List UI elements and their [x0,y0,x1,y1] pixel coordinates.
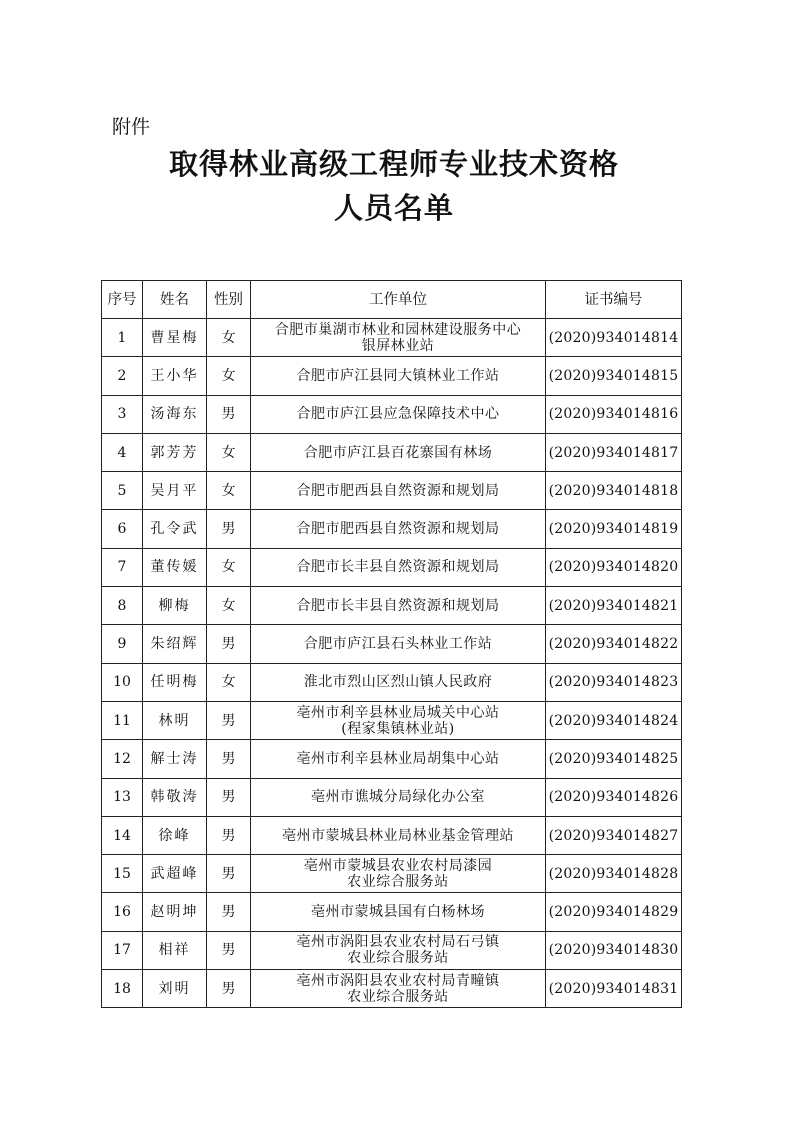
cell-name-text: 相祥 [158,942,191,959]
cell-gender [207,970,251,1008]
cell-name-text: 徐峰 [158,827,191,844]
cell-no [102,395,143,433]
cell-no-text: 8 [117,597,127,614]
cell-unit-text: 合肥市巢湖市林业和园林建设服务中心 [274,321,522,338]
cell-unit [251,855,546,893]
cell-gender-text: 男 [221,827,236,844]
cell-no-text: 9 [117,636,127,653]
cell-unit-text: 合肥市肥西县自然资源和规划局 [296,482,500,499]
cell-unit-text: 农业综合服务站 [347,950,449,967]
cell-no [102,931,143,969]
cell-cert [546,548,682,586]
cell-name [143,357,207,395]
cell-no [102,510,143,548]
cell-no [102,433,143,471]
cell-no-text: 15 [113,865,131,882]
cell-name [143,472,207,510]
cell-gender [207,663,251,701]
cell-gender [207,395,251,433]
cell-no [102,778,143,816]
table-row [102,740,682,778]
cell-cert-text: (2020)934014830 [548,942,679,959]
cell-gender-text: 男 [221,789,236,806]
cell-name-text: 吴月平 [150,482,199,499]
header-unit: 工作单位 [251,281,546,319]
document-title: 取得林业高级工程师专业技术资格 [168,147,619,181]
cell-no [102,548,143,586]
cell-name [143,433,207,471]
cell-unit-text: 合肥市庐江县应急保障技术中心 [296,406,500,423]
personnel-table [101,280,682,1008]
table-row [102,548,682,586]
cell-gender [207,778,251,816]
document-subtitle: 人员名单 [333,191,454,225]
cell-gender-text: 男 [221,904,236,921]
cell-unit [251,510,546,548]
cell-no-text: 10 [113,674,131,691]
cell-no-text: 3 [117,406,127,423]
cell-name-text: 解士涛 [150,750,199,767]
cell-unit-text: 淮北市烈山区烈山镇人民政府 [303,674,493,691]
cell-name [143,319,207,357]
cell-unit [251,701,546,739]
cell-no-text: 14 [113,827,131,844]
cell-unit-text: 亳州市蒙城县农业农村局漆园 [303,857,493,874]
cell-gender [207,587,251,625]
cell-cert [546,970,682,1008]
cell-cert-text: (2020)934014815 [548,367,679,384]
cell-no [102,319,143,357]
header-gender: 性别 [207,281,251,319]
cell-unit [251,970,546,1008]
cell-unit [251,395,546,433]
cell-name [143,816,207,854]
cell-unit [251,931,546,969]
cell-cert-text: (2020)934014821 [548,597,679,614]
cell-gender-text: 女 [221,482,236,499]
cell-cert-text: (2020)934014818 [548,482,679,499]
table-row [102,663,682,701]
cell-name-text: 郭芳芳 [150,444,199,461]
cell-name [143,663,207,701]
cell-name [143,701,207,739]
cell-name-text: 赵明坤 [150,904,199,921]
cell-gender-text: 女 [221,597,236,614]
table-row [102,701,682,739]
cell-no-text: 2 [117,367,127,384]
cell-gender-text: 男 [221,406,236,423]
cell-name [143,548,207,586]
cell-no-text: 12 [113,750,131,767]
cell-cert-text: (2020)934014816 [548,406,679,423]
cell-unit [251,778,546,816]
cell-cert [546,587,682,625]
cell-gender [207,433,251,471]
cell-gender [207,816,251,854]
cell-name-text: 刘明 [158,980,191,997]
cell-unit [251,893,546,931]
cell-unit-text: 农业综合服务站 [347,988,449,1005]
cell-cert-text: (2020)934014824 [548,712,679,729]
cell-no [102,701,143,739]
cell-unit [251,319,546,357]
table-body [102,319,682,1008]
cell-name-text: 韩敬涛 [150,789,199,806]
cell-name-text: 武超峰 [150,865,199,882]
cell-cert [546,740,682,778]
table-row [102,970,682,1008]
cell-cert [546,319,682,357]
table-row [102,357,682,395]
table-row [102,778,682,816]
cell-no-text: 7 [117,559,127,576]
cell-gender [207,740,251,778]
cell-gender [207,893,251,931]
cell-cert [546,816,682,854]
cell-gender-text: 男 [221,942,236,959]
cell-gender [207,701,251,739]
cell-no [102,740,143,778]
cell-cert-text: (2020)934014827 [548,827,679,844]
cell-unit-text: 农业综合服务站 [347,873,449,890]
cell-no-text: 5 [117,482,127,499]
cell-gender-text: 男 [221,865,236,882]
cell-name [143,395,207,433]
cell-no-text: 18 [113,980,131,997]
cell-unit [251,433,546,471]
cell-cert-text: (2020)934014826 [548,789,679,806]
table-row [102,931,682,969]
table-header [102,281,682,319]
cell-unit [251,357,546,395]
cell-no-text: 6 [117,521,127,538]
cell-cert-text: (2020)934014819 [548,521,679,538]
cell-unit-text: 合肥市长丰县自然资源和规划局 [296,597,500,614]
cell-gender [207,472,251,510]
cell-cert [546,510,682,548]
cell-gender [207,625,251,663]
cell-unit [251,816,546,854]
table-row [102,433,682,471]
table-row [102,587,682,625]
cell-gender [207,510,251,548]
cell-unit-text: 亳州市涡阳县农业农村局青疃镇 [296,972,500,989]
cell-cert-text: (2020)934014814 [548,329,679,346]
cell-cert [546,893,682,931]
cell-cert-text: (2020)934014820 [548,559,679,576]
table-row [102,893,682,931]
cell-no [102,816,143,854]
cell-cert [546,701,682,739]
cell-cert-text: (2020)934014817 [548,444,679,461]
cell-cert [546,663,682,701]
cell-no-text: 4 [117,444,127,461]
cell-unit-text: 合肥市庐江县石头林业工作站 [303,636,493,653]
cell-name-text: 曹星梅 [150,329,199,346]
cell-gender-text: 男 [221,521,236,538]
cell-no [102,357,143,395]
header-cert: 证书编号 [546,281,682,319]
cell-no [102,855,143,893]
cell-unit-text: 亳州市利辛县林业局城关中心站 [296,704,500,721]
cell-gender-text: 女 [221,559,236,576]
cell-unit-text: 亳州市蒙城县林业局林业基金管理站 [282,827,514,844]
cell-no-text: 1 [117,329,127,346]
cell-no [102,625,143,663]
cell-no-text: 11 [113,712,131,729]
cell-gender-text: 女 [221,674,236,691]
cell-unit [251,472,546,510]
cell-unit-text: 合肥市庐江县同大镇林业工作站 [296,367,500,384]
cell-name [143,740,207,778]
cell-unit-text: 亳州市谯城分局绿化办公室 [311,789,485,806]
cell-unit-text: 亳州市利辛县林业局胡集中心站 [296,750,500,767]
cell-no [102,970,143,1008]
cell-name-text: 柳梅 [158,597,191,614]
attachment-label: 附件 [112,116,151,138]
cell-cert-text: (2020)934014823 [548,674,679,691]
cell-name [143,625,207,663]
cell-gender-text: 男 [221,750,236,767]
cell-unit [251,740,546,778]
cell-no-text: 17 [113,942,131,959]
cell-gender-text: 男 [221,980,236,997]
cell-name-text: 王小华 [150,367,199,384]
cell-no [102,663,143,701]
cell-cert [546,395,682,433]
cell-cert [546,625,682,663]
cell-unit [251,587,546,625]
table-row [102,319,682,357]
cell-unit-text: 合肥市肥西县自然资源和规划局 [296,521,500,538]
cell-no [102,472,143,510]
cell-unit [251,625,546,663]
cell-cert [546,433,682,471]
cell-gender [207,357,251,395]
table-row [102,510,682,548]
header-no: 序号 [102,281,143,319]
cell-cert [546,357,682,395]
cell-unit-text: 合肥市庐江县百花寨国有林场 [303,444,493,461]
cell-unit-text: (程家集镇林业站) [341,720,455,737]
cell-no [102,587,143,625]
cell-cert-text: (2020)934014829 [548,904,679,921]
cell-name-text: 任明梅 [150,674,199,691]
cell-gender [207,319,251,357]
cell-gender-text: 男 [221,636,236,653]
cell-cert [546,855,682,893]
cell-unit-text: 亳州市蒙城县国有白杨林场 [311,904,485,921]
cell-cert [546,472,682,510]
cell-name-text: 孔令武 [150,521,199,538]
cell-name-text: 朱绍辉 [150,636,199,653]
cell-name [143,855,207,893]
cell-gender [207,548,251,586]
cell-name [143,510,207,548]
header-name: 姓名 [143,281,207,319]
cell-name [143,931,207,969]
cell-cert [546,931,682,969]
cell-cert-text: (2020)934014822 [548,636,679,653]
cell-unit-text: 合肥市长丰县自然资源和规划局 [296,559,500,576]
cell-unit [251,663,546,701]
cell-gender-text: 女 [221,367,236,384]
cell-no-text: 13 [113,789,131,806]
cell-name-text: 董传媛 [150,559,199,576]
table-row [102,855,682,893]
cell-cert-text: (2020)934014825 [548,750,679,767]
cell-name-text: 汤海东 [150,406,199,423]
cell-gender-text: 女 [221,329,236,346]
cell-name [143,970,207,1008]
cell-gender-text: 男 [221,712,236,729]
cell-name-text: 林明 [158,712,191,729]
table-row [102,472,682,510]
cell-unit-text: 银屏林业站 [361,337,435,354]
cell-gender [207,931,251,969]
cell-name [143,778,207,816]
table-row [102,816,682,854]
cell-name [143,587,207,625]
table-row [102,395,682,433]
cell-cert [546,778,682,816]
cell-no-text: 16 [113,904,131,921]
header-row [102,281,682,319]
cell-gender [207,855,251,893]
table-row [102,625,682,663]
cell-unit [251,548,546,586]
cell-name [143,893,207,931]
cell-gender-text: 女 [221,444,236,461]
cell-cert-text: (2020)934014828 [548,865,679,882]
cell-no [102,893,143,931]
cell-cert-text: (2020)934014831 [548,980,679,997]
cell-unit-text: 亳州市涡阳县农业农村局石弓镇 [296,934,500,951]
